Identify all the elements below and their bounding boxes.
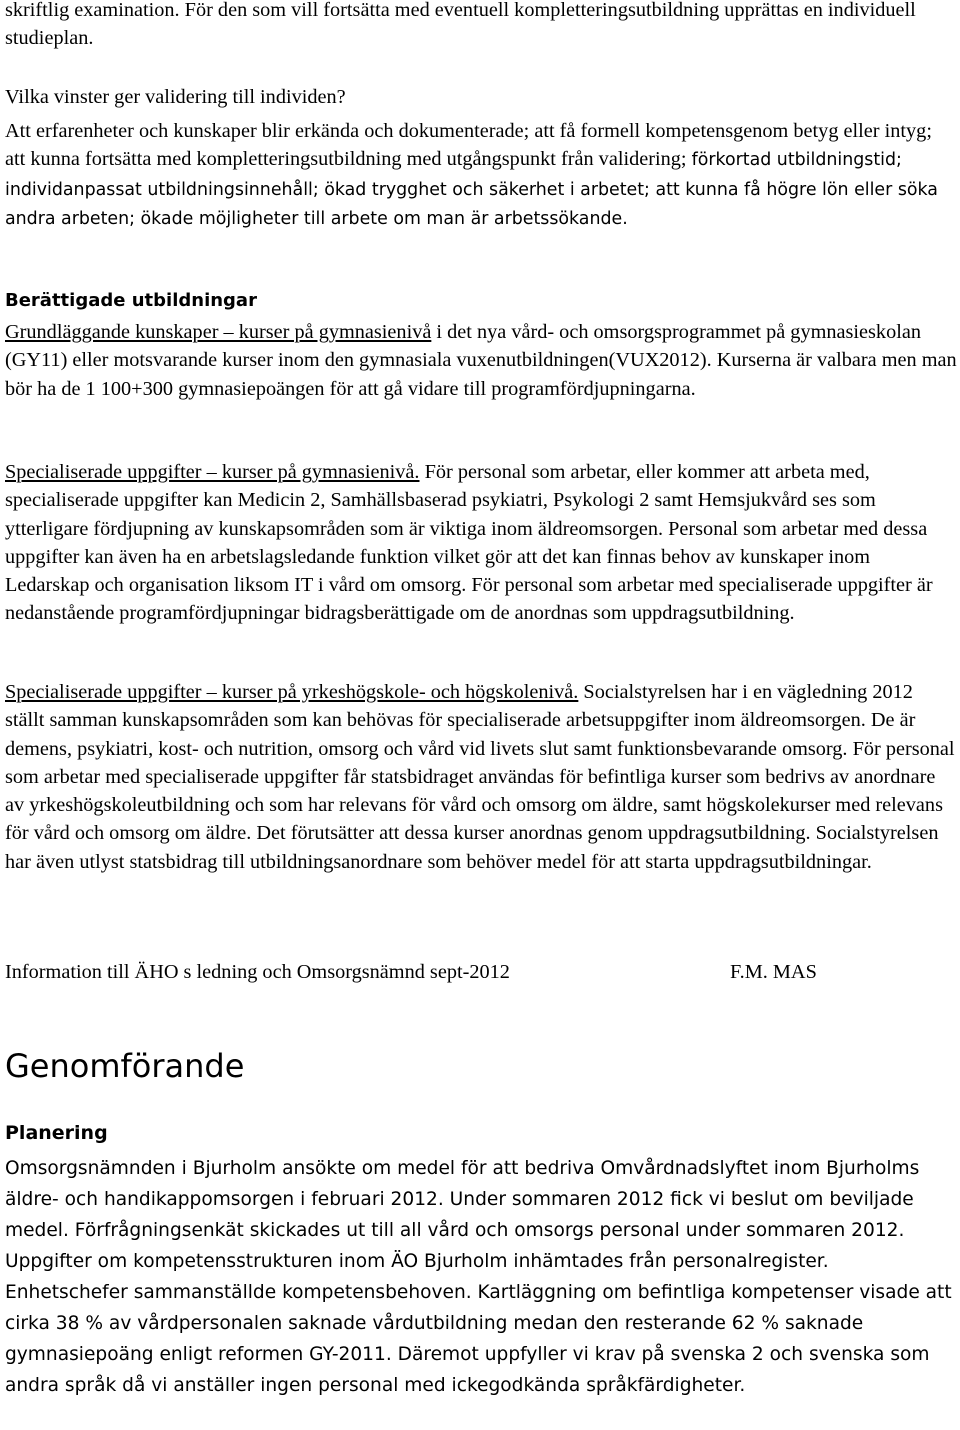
eligible-educations-heading: Berättigade utbildningar [5, 290, 257, 311]
signature-author: F.M. MAS [730, 961, 817, 983]
validation-benefits-heading: Vilka vinster ger validering till individen? [5, 86, 346, 108]
specialized-gymnasium-paragraph [5, 458, 957, 628]
basic-knowledge-text: i det nya vård- och omsorgsprogrammet på gymnasieskolan (GY11) eller motsvarande kurser inom den gymnasiala vuxenutbildningen(VUX2012). Kurserna är valbara men man bör ha de 1 100+300 gymnasiepoängen för att gå vidare till programfördjupningarna. [5, 321, 957, 400]
specialized-higher-text: Socialstyrelsen har i en vägledning 2012 ställt samman kunskapsområden som kan behövas för specialiserade arbetsuppgifter inom äldreomsorgen. De är demens, psykiatri, kost- och nutrition, omsorg och vård vid livets slut samt funktionsbevarande omsorg. För personal som arbetar med specialiserade uppgifter får statsbidraget användas för befintliga kurser som bedrivs av anordnare av yrkeshögskoleutbildning och som har relevans för vård och omsorg om äldre, samt högskolekurser med relevans för vård och omsorg om äldre. Det förutsätter att dessa kurser anordnas genom uppdragsutbildning. Socialstyrelsen har även utlyst statsbidrag till utbildningsanordnare som behöver medel för att starta uppdragsutbildningar. [5, 681, 955, 873]
benefits-text-serif: Att erfarenheter och kunskaper blir erkända och dokumenterade; att få formell kompetensgenom betyg eller intyg; att kunna fortsätta med kompletteringsutbildning med utgångspunkt från validering; [5, 120, 932, 171]
basic-knowledge-link[interactable]: Grundläggande kunskaper – kurser på gymnasienivå [5, 321, 432, 343]
planning-heading: Planering [5, 1122, 108, 1144]
signature-info: Information till ÄHO s ledning och Omsorgsnämnd sept-2012 [5, 961, 510, 983]
specialized-gymnasium-link[interactable]: Specialiserade uppgifter – kurser på gymnasienivå. [5, 461, 420, 483]
planning-paragraph: Omsorgsnämnden i Bjurholm ansökte om medel för att bedriva Omvårdnadslyftet inom Bjurholms äldre- och handikappomsorgen i februari 2012. Under sommaren 2012 fick vi beslut om beviljade medel. Förfrågningsenkät skickades ut till all vård och omsorgs personal under sommaren 2012. Uppgifter om kompetensstrukturen inom ÄO Bjurholm inhämtades från personalregister. Enhetschefer sammanställde kompetensbehoven. Kartläggning om befintliga kompetenser visade att cirka 38 % av vårdpersonalen saknade vårdutbildning medan den resterande 62 % saknade gymnasiepoäng enligt reformen GY-2011. Däremot uppfyller vi krav på svenska 2 och svenska som andra språk då vi anställer ingen personal med ickegodkända språkfärdigheter. [5, 1158, 952, 1396]
signature-line [5, 958, 957, 986]
specialized-higher-paragraph [5, 678, 957, 876]
basic-knowledge-paragraph [5, 318, 957, 403]
implementation-heading: Genomförande [5, 1047, 245, 1085]
specialized-higher-link[interactable]: Specialiserade uppgifter – kurser på yrkeshögskole- och högskolenivå. [5, 681, 579, 703]
validation-benefits-paragraph [5, 117, 957, 233]
specialized-gymnasium-text: För personal som arbetar, eller kommer att arbeta med, specialiserade uppgifter kan Medicin 2, Samhällsbaserad psykiatri, Psykologi 2 samt Hemsjukvård ses som ytterligare fördjupning av kunskapsområden som är viktiga inom äldreomsorgen. Personal som arbetar med dessa uppgifter kan även ha en arbetslagsledande funktion vilket gör att det kan finnas behov av kunskaper inom Ledarskap och organisation liksom IT i vård om omsorg. För personal som arbetar med specialiserade uppgifter är nedanstående programfördjupningar bidragsberättigade om de anordnas som uppdragsutbildning. [5, 461, 933, 625]
intro-paragraph: skriftlig examination. För den som vill fortsätta med eventuell kompletteringsutbildning upprättas en individuell studieplan. [5, 0, 916, 50]
benefits-text-sans: förkortad utbildningstid; individanpassat utbildningsinnehåll; ökad trygghet och säkerhet i arbetet; att kunna få högre lön eller söka andra arbeten; ökade möjligheter till arbete om man är arbetssökande. [5, 150, 938, 229]
